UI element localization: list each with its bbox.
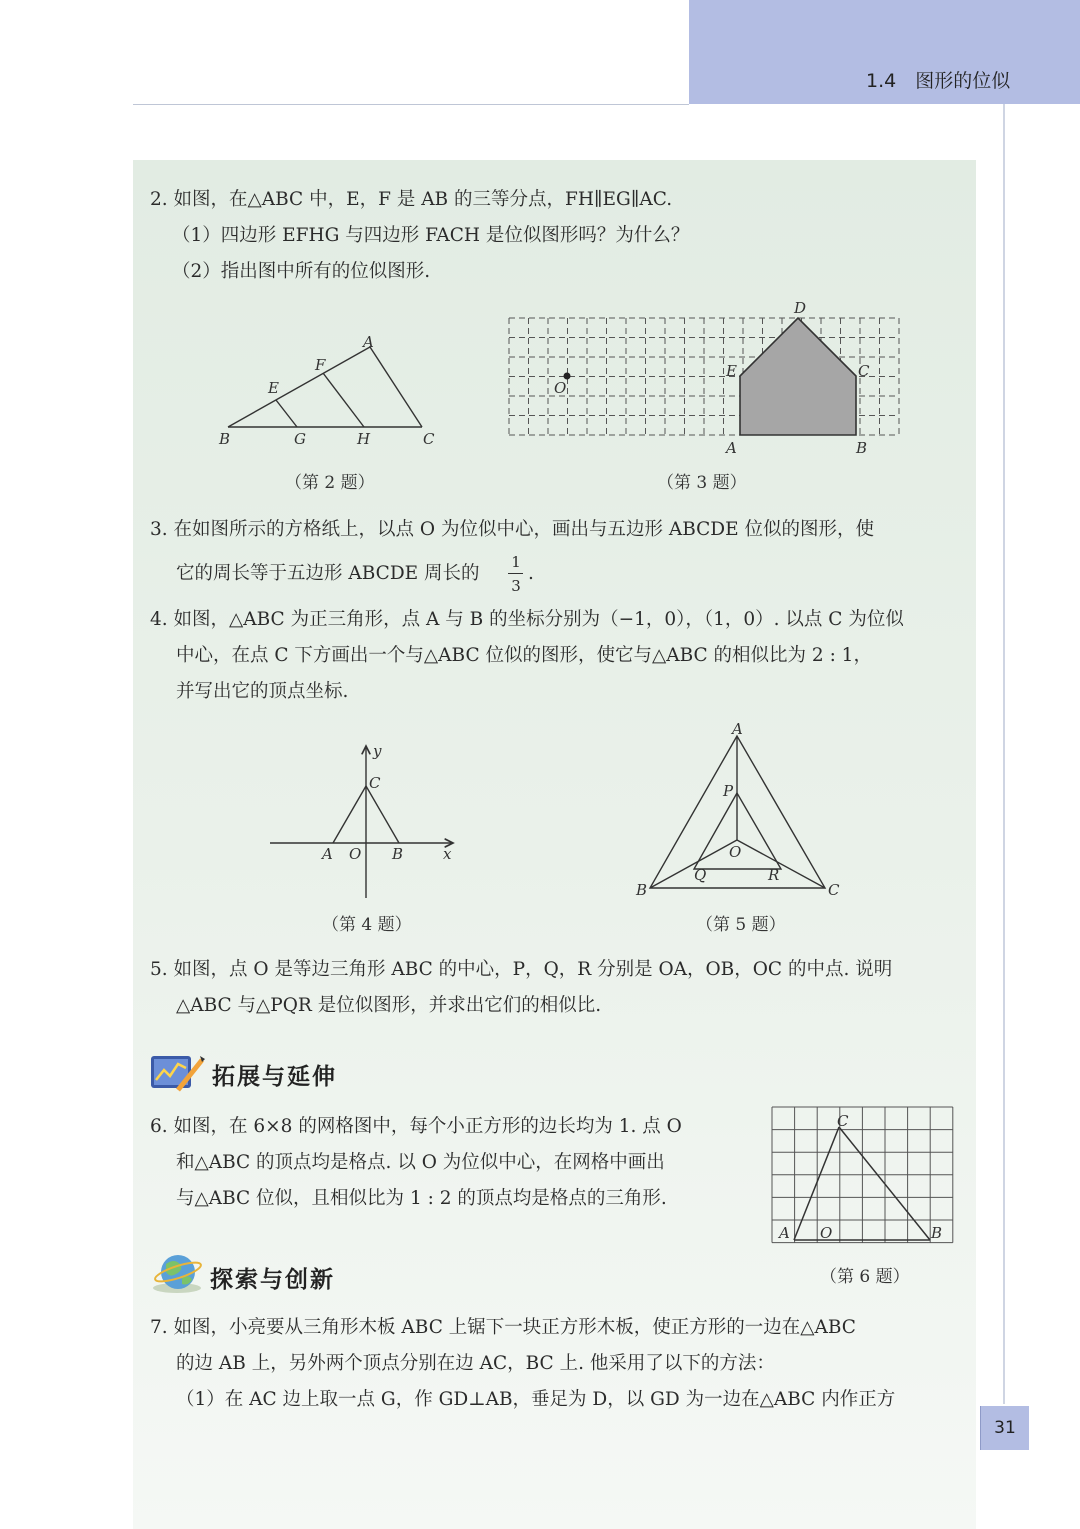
fig6-label-o: O [820,1224,833,1242]
q5-line2: △ABC 与△PQR 是位似图形，并求出它们的相似比. [176,995,602,1016]
fig2-label-c: C [423,430,435,448]
q6-line2: 和△ABC 的顶点均是格点. 以 O 为位似中心，在网格中画出 [176,1152,665,1173]
fig2-label-g: G [294,430,306,448]
figure-4 [265,740,465,905]
fig2-label-f: F [315,356,326,374]
fraction-bar [508,573,523,574]
q3-line2: 它的周长等于五边形 ABCDE 周长的 [176,563,480,584]
q4-line1: 4. 如图，△ABC 为正三角形，点 A 与 B 的坐标分别为（−1，0），（1，0）. 以点 C 为位似 [150,609,904,630]
q2-line1: 2. 如图，在△ABC 中，E，F 是 AB 的三等分点，FH∥EG∥AC. [150,189,673,210]
chart-pencil-icon [148,1050,206,1094]
fig4-label-c: C [369,774,381,792]
section-extend-title: 拓展与延伸 [212,1063,337,1090]
fig5-caption: （第 5 题） [696,915,786,935]
section-explore-title: 探索与创新 [210,1266,335,1293]
q3-line1: 3. 在如图所示的方格纸上，以点 O 为位似中心，画出与五边形 ABCDE 位似的图形，使 [150,519,875,540]
fig3-label-a: A [726,439,737,457]
fig4-label-x: x [443,845,452,863]
margin-rule [1003,104,1005,1404]
fig3-label-c: C [858,362,870,380]
fig3-caption: （第 3 题） [657,473,747,493]
q6-line3: 与△ABC 位似，且相似比为 1 : 2 的顶点均是格点的三角形. [176,1188,667,1209]
pentagon-abcde [740,318,856,435]
fig4-label-o: O [349,845,362,863]
globe-icon [150,1250,204,1296]
fig5-label-p: P [723,782,734,800]
q7-line2: 的边 AB 上，另外两个顶点分别在边 AC，BC 上. 他采用了以下的方法： [176,1353,775,1374]
page-number: 31 [980,1406,1029,1450]
figure-3 [500,298,900,460]
fig4-label-b: B [392,845,404,863]
q3-line2-end: . [528,563,534,584]
fraction-denominator: 3 [511,577,521,595]
fig2-label-h: H [357,430,371,448]
fig2-label-b: B [219,430,231,448]
fig4-caption: （第 4 题） [322,915,412,935]
fig6-label-a: A [779,1224,790,1242]
fig3-label-b: B [856,439,868,457]
q7-line1: 7. 如图，小亮要从三角形木板 ABC 上锯下一块正方形木板，使正方形的一边在△ABC [150,1317,856,1338]
figure-2 [210,325,450,455]
fig4-label-y: y [373,742,382,760]
q2-line2: （1）四边形 EFHG 与四边形 FACH 是位似图形吗？为什么？ [172,225,690,246]
q7-line3: （1）在 AC 边上取一点 G，作 GD⊥AB，垂足为 D，以 GD 为一边在△ABC 内作正方 [176,1389,896,1410]
q2-line3: （2）指出图中所有的位似图形. [172,261,431,282]
fig6-caption: （第 6 题） [820,1267,910,1287]
fig5-label-c: C [828,881,840,899]
figure-5 [630,718,850,900]
fig5-label-o: O [729,843,742,861]
fig3-label-d: D [794,299,807,317]
fig5-label-q: Q [694,866,707,884]
fig5-label-r: R [768,866,780,884]
q4-line3: 并写出它的顶点坐标. [176,681,349,702]
fig2-label-a: A [363,333,374,351]
fig6-label-c: C [837,1112,849,1130]
fig4-label-a: A [322,845,333,863]
fig3-label-o: O [554,379,567,397]
fraction-numerator: 1 [511,553,521,571]
q6-line1: 6. 如图，在 6×8 的网格图中，每个小正方形的边长均为 1. 点 O [150,1116,682,1137]
fig2-caption: （第 2 题） [285,473,375,493]
section-title: 1.4 图形的位似 [866,70,1011,92]
figure-6 [765,1100,960,1252]
fig2-label-e: E [268,379,279,397]
fig5-label-b: B [636,881,648,899]
q4-line2: 中心，在点 C 下方画出一个与△ABC 位似的图形，使它与△ABC 的相似比为 2 : 1， [176,645,872,666]
q5-line1: 5. 如图，点 O 是等边三角形 ABC 的中心，P，Q，R 分别是 OA，OB，OC 的中点. 说明 [150,959,893,980]
fig3-label-e: E [726,362,737,380]
fig6-label-b: B [931,1224,943,1242]
fig5-label-a: A [732,720,743,738]
header-rule [133,104,689,105]
